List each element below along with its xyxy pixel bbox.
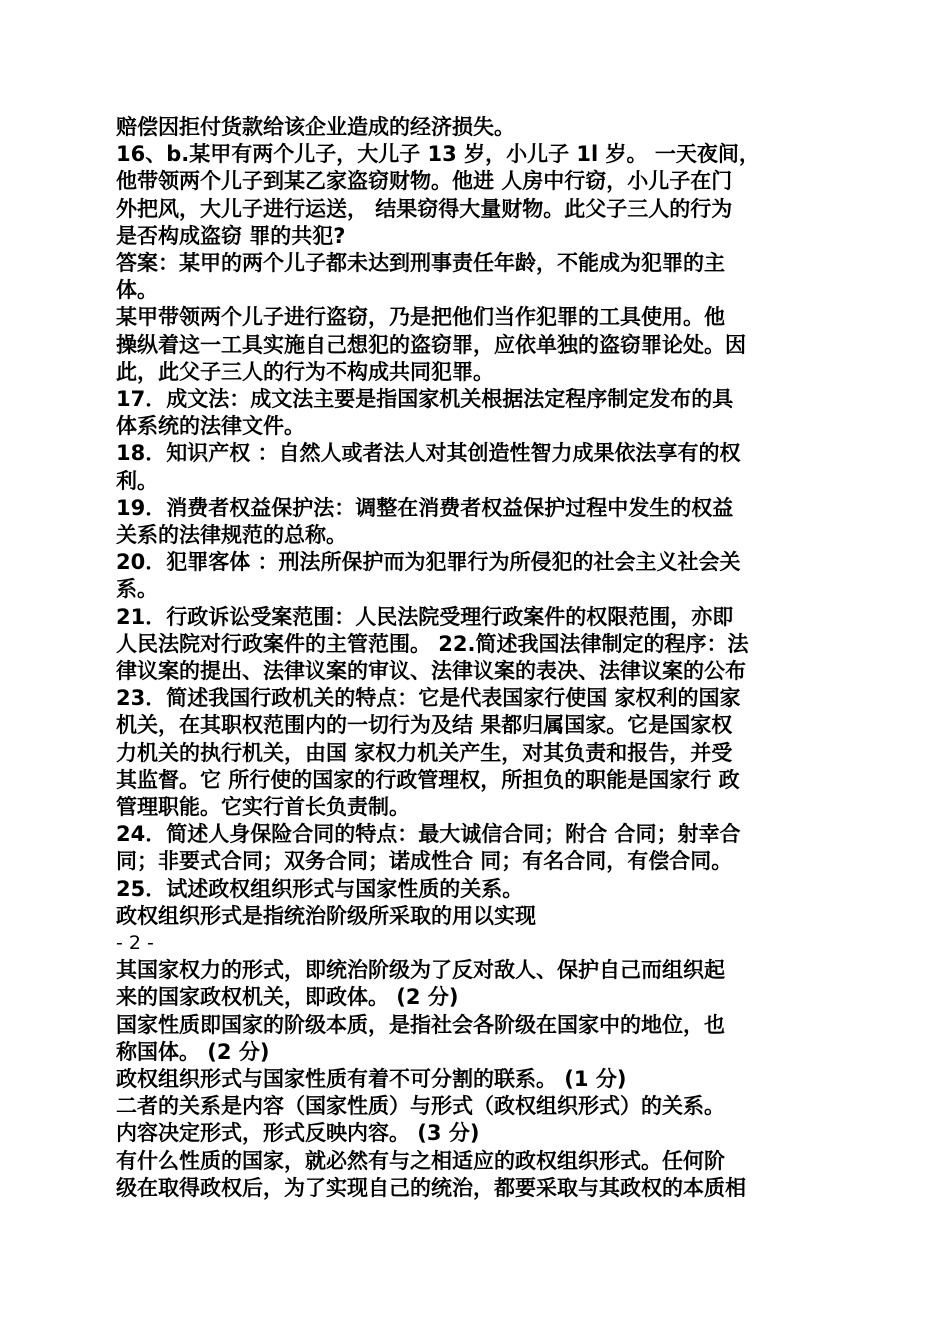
text-line: 级在取得政权后，为了实现自己的统治，都要采取与其政权的本质相 [116, 1175, 746, 1200]
text-line: 此，此父子三人的行为不构成共同犯罪。 [116, 359, 494, 384]
text-line: 其国家权力的形式，即统治阶级为了反对敌人、保护自己而组织起 [116, 958, 725, 983]
text-line: 内容决定形式，形式反映内容。 (3 分) [116, 1121, 480, 1146]
text-line: 机关，在其职权范围内的一切行为及结 果都归属国家。它是国家权 [116, 713, 733, 738]
text-line: 体系统的法律文件。 [116, 414, 305, 439]
text-line: 体。 [116, 278, 158, 303]
text-line: 有什么性质的国家，就必然有与之相适应的政权组织形式。任何阶 [116, 1148, 725, 1173]
text-line: 19．消费者权益保护法：调整在消费者权益保护过程中发生的权益 [116, 495, 734, 520]
text-line: 同；非要式合同；双务合同；诺成性合 同；有名合同，有偿合同。 [116, 849, 733, 874]
text-line: 系。 [116, 577, 158, 602]
text-line: 政权组织形式是指统治阶级所采取的用以实现 [116, 903, 536, 928]
text-line: 二者的关系是内容（国家性质）与形式（政权组织形式）的关系。 [116, 1094, 725, 1119]
text-line: 人民法院对行政案件的主管范围。 22.简述我国法律制定的程序：法 [116, 631, 749, 656]
text-line: 国家性质即国家的阶级本质，是指社会各阶级在国家中的地位，也 [116, 1012, 725, 1037]
text-line: 称国体。 (2 分) [116, 1039, 270, 1064]
page-number: - 2 - [116, 932, 154, 954]
text-line: 18．知识产权 ：自然人或者法人对其创造性智力成果依法享有的权 [116, 441, 741, 466]
text-line: 来的国家政权机关，即政体。 (2 分) [116, 985, 459, 1010]
text-line: 关系的法律规范的总称。 [116, 523, 347, 547]
text-line: 21．行政诉讼受案范围：人民法院受理行政案件的权限范围，亦即 [116, 604, 734, 629]
text-line: 24．简述人身保险合同的特点：最大诚信合同；附合 合同；射幸合 [116, 822, 741, 847]
text-line: 操纵着这一工具实施自己想犯的盗窃罪，应依单独的盗窃罪论处。因 [116, 332, 746, 357]
text-line: 管理职能。它实行首长负责制。 [116, 795, 410, 819]
text-line: 利。 [116, 468, 158, 493]
text-line: 23．简述我国行政机关的特点：它是代表国家行使国 家权利的国家 [116, 686, 741, 711]
text-line: 赔偿因拒付货款给该企业造成的经济损失。 [116, 115, 515, 139]
text-line: 答案：某甲的两个儿子都未达到刑事责任年龄，不能成为犯罪的主 [116, 251, 725, 275]
text-line: 律议案的提出、法律议案的审议、法律议案的表决、法律议案的公布 [116, 659, 746, 683]
text-line: 外把风，大儿子进行运送， 结果窃得大量财物。此父子三人的行为 [116, 196, 733, 221]
text-line: 17．成文法：成文法主要是指国家机关根据法定程序制定发布的具 [116, 387, 734, 411]
text-line: 25．试述政权组织形式与国家性质的关系。 [116, 876, 524, 901]
text-line: 力机关的执行机关，由国 家权力机关产生，对其负责和报告，并受 [116, 740, 733, 765]
text-line: 政权组织形式与国家性质有着不可分割的联系。 (1 分) [116, 1067, 627, 1091]
text-line: 20．犯罪客体 ：刑法所保护而为犯罪行为所侵犯的社会主义社会关 [116, 550, 741, 575]
text-line: 某甲带领两个儿子进行盗窃，乃是把他们当作犯罪的工具使用。他 [116, 305, 725, 330]
text-line: 其监督。它 所行使的国家的行政管理权，所担负的职能是国家行 政 [116, 767, 740, 792]
text-line: 16、b.某甲有两个儿子，大儿子 13 岁，小儿子 1l 岁。 一天夜间， [116, 142, 760, 167]
text-line: 他带领两个儿子到某乙家盗窃财物。他进 人房中行窃，小儿子在门 [116, 169, 733, 194]
text-line: 是否构成盗窃 罪的共犯? [116, 223, 346, 248]
